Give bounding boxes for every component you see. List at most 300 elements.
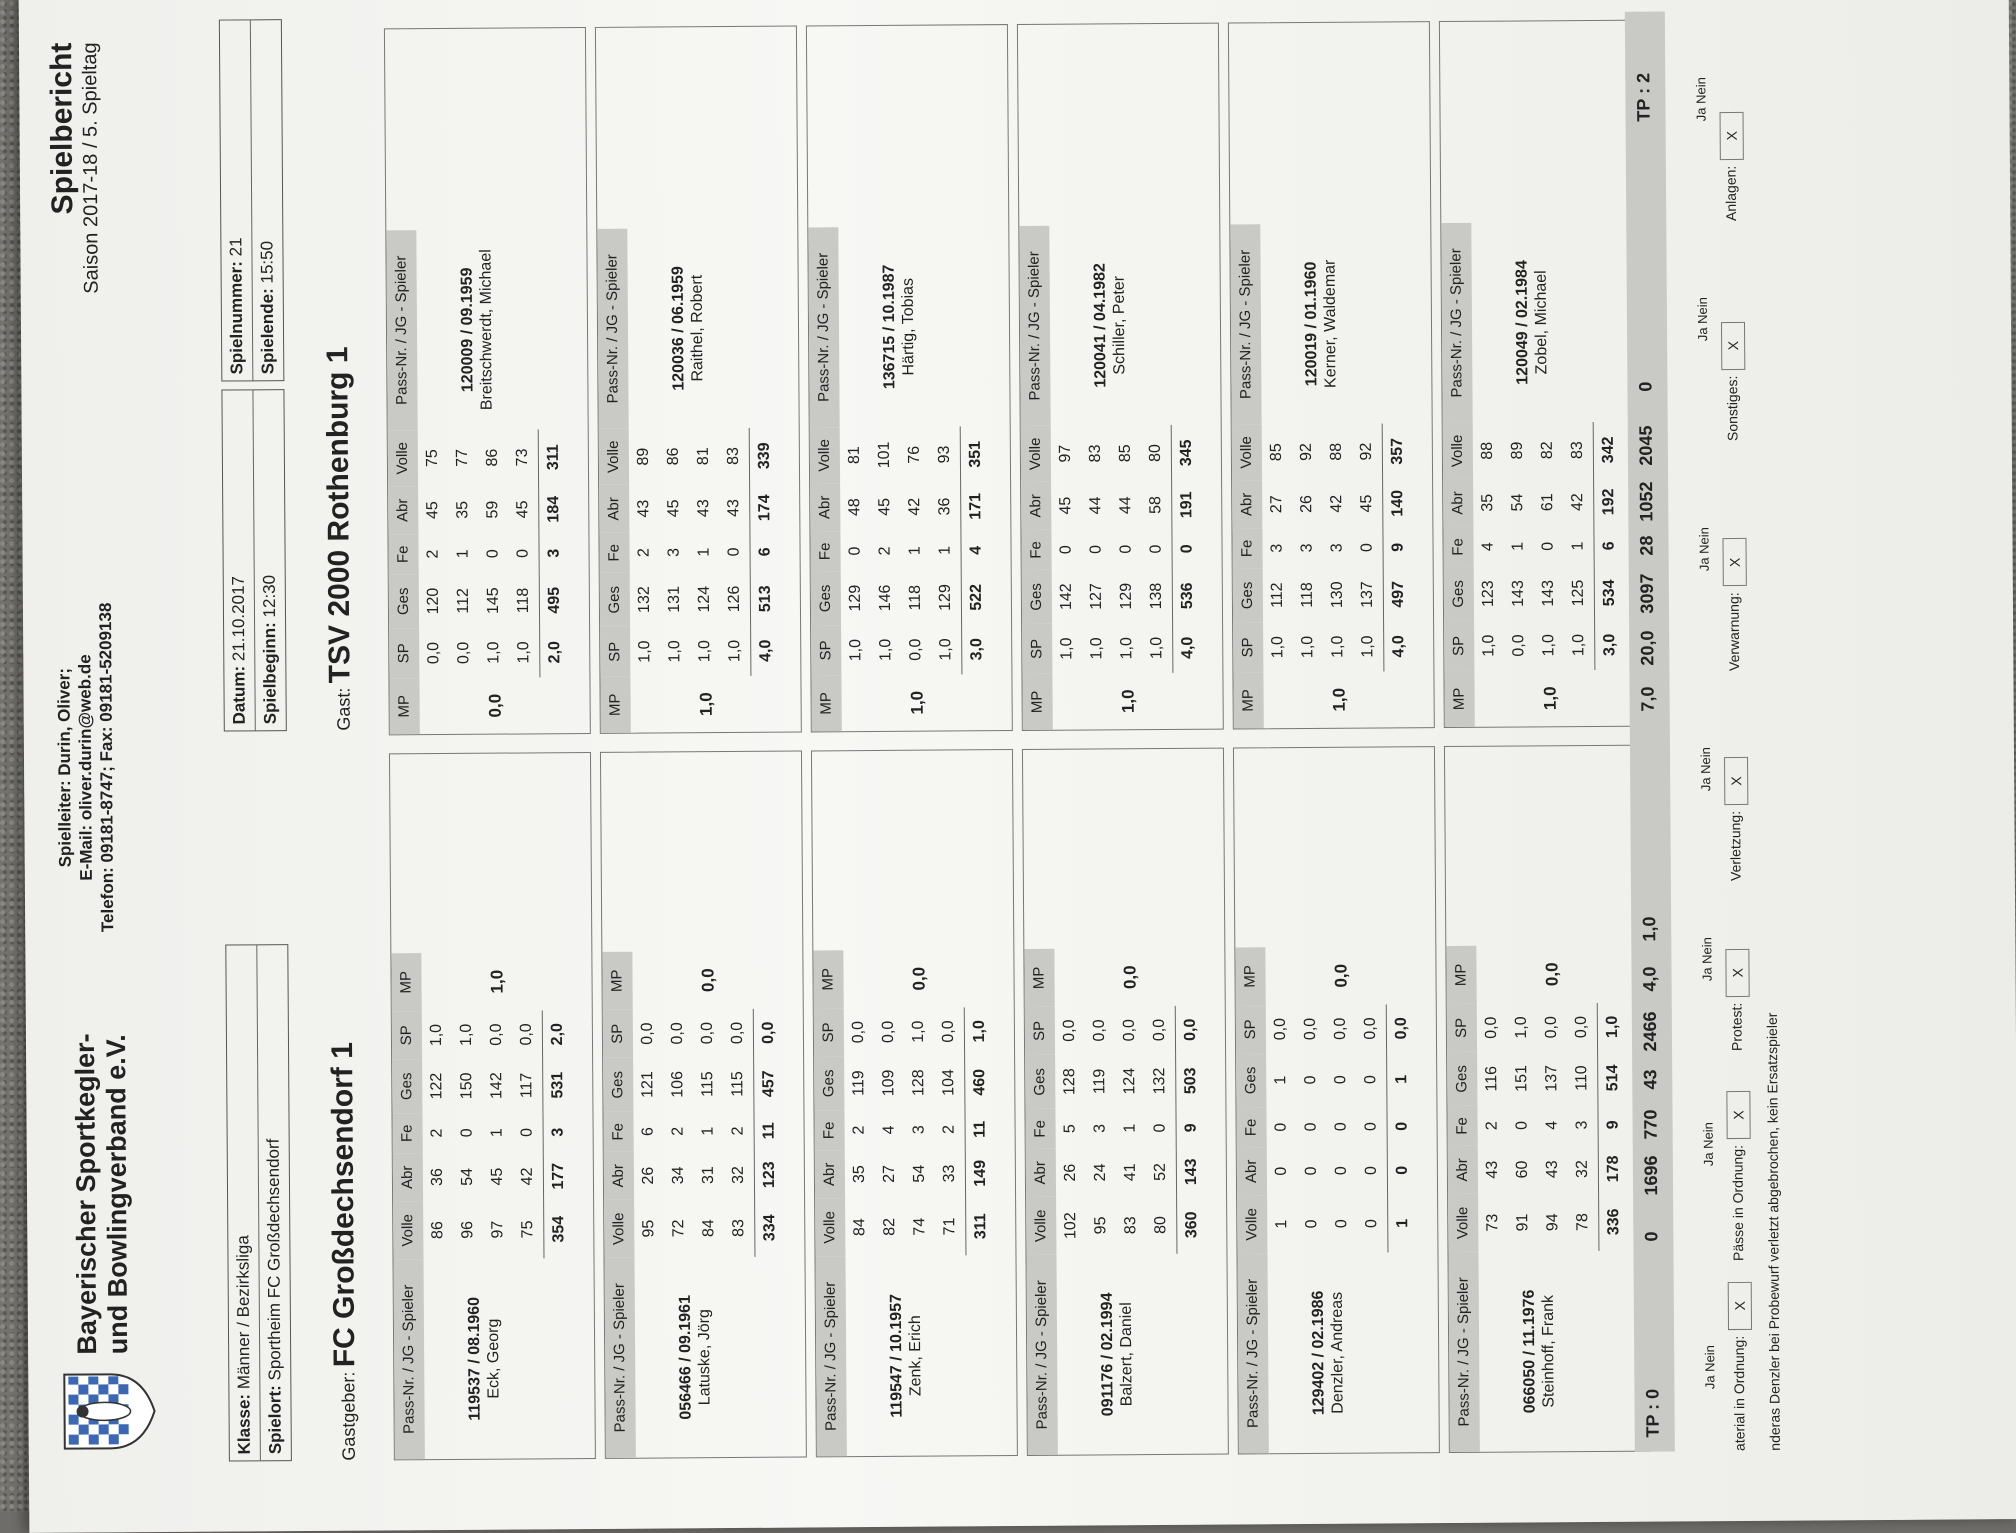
table-cell: 26 <box>1298 495 1316 513</box>
table-cell: 0,0 <box>1060 1019 1078 1042</box>
sum-cell: 514 <box>1597 1051 1628 1105</box>
home-total-ges: 2466 <box>1639 1011 1661 1052</box>
verletzung-checkbox[interactable]: X <box>1724 757 1748 805</box>
guest-total-zero: 0 <box>1635 381 1656 392</box>
table-cell: 127 <box>1087 583 1105 610</box>
table-cell: 1,0 <box>726 639 744 663</box>
duel-block <box>806 16 1021 1457</box>
column-header-abr: Abr <box>1232 480 1262 528</box>
guest-total-sp: 20,0 <box>1637 630 1658 666</box>
pass-number: 119547 / 10.1957 <box>887 1293 906 1418</box>
column-header-player: Pass-Nr. / JG - Spieler <box>1237 1253 1268 1453</box>
match-report-page <box>19 0 2016 1493</box>
table-cell: 0,0 <box>1301 1017 1319 1041</box>
leiter-line: Spielleiter: Durin, Oliver; <box>54 667 75 868</box>
guest-total-abr: 1052 <box>1636 481 1657 522</box>
empty-cell <box>1598 1251 1629 1451</box>
table-cell: 106 <box>669 1070 687 1098</box>
sum-cell: 531 <box>542 1058 573 1112</box>
column-header-abr: Abr <box>599 485 629 533</box>
empty-cell <box>1176 1254 1207 1454</box>
table-cell: 0 <box>1302 1166 1320 1176</box>
guest-tp: TP : 2 <box>1633 72 1654 122</box>
sum-cell: 2,0 <box>539 627 570 677</box>
table-cell: 0,0 <box>879 1020 898 1044</box>
duel-block <box>384 19 599 1460</box>
sum-cell: 457 <box>753 1057 784 1111</box>
player-name: Latuske, Jörg <box>695 1309 714 1406</box>
table-cell: 0,0 <box>1120 1019 1138 1042</box>
table-cell: 61 <box>1539 493 1557 512</box>
table-cell: 146 <box>876 584 894 612</box>
column-header-player: Pass-Nr. / JG - Spieler <box>597 229 628 429</box>
table-cell: 0 <box>484 549 502 559</box>
pass-number: 120019 / 01.1960 <box>1302 261 1321 387</box>
table-cell: 1,0 <box>1480 634 1498 657</box>
sum-cell: 0 <box>1387 1146 1418 1194</box>
protest-checkbox[interactable]: X <box>1725 949 1749 997</box>
table-cell: 0 <box>1057 545 1075 555</box>
phone-line: Telefon: 09181-8747; Fax: 09181-5209138 <box>95 602 118 933</box>
player-name: Steinhoff, Frank <box>1539 1294 1558 1408</box>
sum-cell: 149 <box>965 1149 996 1197</box>
table-cell: 3 <box>1268 543 1286 553</box>
klasse-value: Männer / Bezirksliga <box>233 1235 254 1390</box>
remark-note: nderas Denzler bei Probewurf verletzt abgebrochen, kein Ersatzspieler <box>1763 1012 1783 1451</box>
table-cell: 4 <box>1543 1120 1561 1130</box>
table-cell: 93 <box>935 445 953 464</box>
column-header-abr: Abr <box>1448 1146 1478 1194</box>
column-header-player: Pass-Nr. / JG - Spieler <box>604 1258 635 1458</box>
table-cell: 6 <box>639 1127 657 1137</box>
table-cell: 0 <box>1302 1075 1320 1085</box>
match-point-value: 1,0 <box>1118 689 1138 714</box>
season-line: Saison 2017-18 / 5. Spieltag <box>78 42 103 294</box>
home-player-table <box>1022 748 1229 1456</box>
sum-cell: 171 <box>960 482 991 530</box>
player-name: Härtig, Tobias <box>899 277 918 376</box>
sum-cell: 1,0 <box>1597 1003 1628 1051</box>
match-point-value: 1,0 <box>486 969 507 994</box>
table-cell: 137 <box>1543 1064 1561 1092</box>
table-cell: 0 <box>1332 1075 1350 1085</box>
table-cell: 32 <box>1573 1160 1591 1179</box>
date-box: Datum: 21.10.2017 Spielbeginn: 12:30 <box>221 389 286 731</box>
column-header-abr: Abr <box>810 483 840 531</box>
column-header-fe: Fe <box>599 533 629 573</box>
table-cell: 0 <box>725 547 743 557</box>
table-cell: 0 <box>1087 544 1105 554</box>
match-point-value: 1,0 <box>696 692 716 717</box>
match-point-value: 0,0 <box>1119 965 1140 990</box>
sum-cell: 6 <box>749 532 780 572</box>
match-info <box>219 21 309 1462</box>
table-cell: 1,0 <box>457 1023 476 1047</box>
table-cell: 0,0 <box>425 641 443 665</box>
column-header-sp: SP <box>811 625 841 675</box>
table-cell: 0 <box>1147 544 1165 554</box>
match-point-value: 0,0 <box>908 966 929 991</box>
column-header-player: Pass-Nr. / JG - Spieler <box>1230 224 1261 424</box>
table-cell: 95 <box>1092 1216 1110 1235</box>
table-cell: 1,0 <box>696 640 714 663</box>
anlagen-checkbox[interactable]: X <box>1720 112 1744 160</box>
table-cell: 45 <box>876 497 894 516</box>
sum-cell: 191 <box>1171 481 1202 529</box>
sum-cell: 184 <box>538 485 569 533</box>
table-cell: 2 <box>876 546 894 556</box>
protest-check: Protest:X <box>1725 949 1750 1051</box>
column-header-mp: MP <box>1022 674 1052 730</box>
home-total-abr: 770 <box>1640 1109 1661 1140</box>
guest-total-fe: 28 <box>1636 535 1657 556</box>
player-name: Kerner, Waldemar <box>1321 259 1340 389</box>
player-name: Schiller, Peter <box>1110 275 1129 375</box>
column-header-player: Pass-Nr. / JG - Spieler <box>815 1256 846 1456</box>
table-cell: 0,0 <box>1572 1015 1590 1039</box>
table-cell: 44 <box>1117 496 1135 515</box>
table-cell: 132 <box>1151 1067 1169 1095</box>
sum-cell: 11 <box>753 1111 784 1151</box>
player-name: Eck, Georg <box>484 1318 503 1399</box>
footer: Ja Nein aterial in Ordnung:X Ja Nein Pässe in Ordnung:X Ja Nein Protest:X Ja Nein Verletzung:X Ja Nein Verwarnung:X Ja Nein Sonstiges:X Ja Nein Anlagen:X nderas Denzler bei Probewurf verletzt abgebrochen, kein Ersatzspieler <box>1693 77 1783 1452</box>
table-cell: 130 <box>1328 581 1346 609</box>
table-cell: 0 <box>1272 1122 1290 1132</box>
table-cell: 85 <box>1116 444 1134 463</box>
sum-cell: 334 <box>754 1199 785 1257</box>
table-cell: 97 <box>1056 444 1074 463</box>
table-cell: 1 <box>1121 1123 1139 1133</box>
table-cell: 0,0 <box>728 1021 747 1045</box>
table-cell: 102 <box>1062 1212 1080 1240</box>
table-cell: 95 <box>640 1219 658 1238</box>
verwarnung-check: Verwarnung:X <box>1722 538 1747 671</box>
anlagen-check: Anlagen:X <box>1720 112 1745 221</box>
empty-cell <box>754 1257 785 1457</box>
column-header-abr: Abr <box>1026 1149 1056 1197</box>
column-header-volle: Volle <box>810 427 840 483</box>
table-cell: 0 <box>1303 1219 1321 1229</box>
table-cell: 0 <box>1362 1075 1380 1085</box>
table-cell: 75 <box>423 449 441 468</box>
table-cell: 115 <box>729 1071 747 1097</box>
table-cell: 73 <box>1484 1213 1502 1232</box>
table-cell: 2 <box>940 1124 958 1135</box>
column-header-sp: SP <box>1447 1004 1477 1052</box>
column-header-ges: Ges <box>1447 1052 1477 1106</box>
table-cell: 1 <box>699 1126 717 1136</box>
column-header-abr: Abr <box>1237 1147 1267 1195</box>
column-header-fe: Fe <box>603 1112 633 1152</box>
table-cell: 77 <box>453 448 471 467</box>
guest-total-ges: 3097 <box>1636 573 1658 614</box>
table-cell: 1,0 <box>1088 637 1106 660</box>
guest-player-table <box>806 24 1013 732</box>
table-cell: 36 <box>428 1168 446 1187</box>
material-check: aterial in Ordnung:X <box>1728 1282 1753 1451</box>
table-cell: 124 <box>695 585 713 613</box>
sum-cell: 536 <box>1172 569 1203 623</box>
table-cell: 81 <box>845 446 863 465</box>
table-cell: 1,0 <box>1329 635 1347 658</box>
table-cell: 32 <box>729 1166 747 1184</box>
table-cell: 1,0 <box>909 1020 927 1043</box>
sum-cell: 522 <box>961 570 992 624</box>
column-header-sp: SP <box>600 627 630 677</box>
column-header-fe: Fe <box>1447 1106 1477 1146</box>
column-header-ges: Ges <box>811 571 841 625</box>
table-cell: 1,0 <box>1269 636 1287 659</box>
sum-cell: 3 <box>542 1112 573 1152</box>
column-header-mp: MP <box>811 675 841 731</box>
table-cell: 1,0 <box>1540 634 1558 657</box>
table-cell: 0,0 <box>907 638 925 661</box>
table-cell: 1,0 <box>847 638 865 662</box>
home-total-volle: 1696 <box>1640 1155 1662 1196</box>
table-cell: 71 <box>941 1217 959 1236</box>
sum-cell: 9 <box>1382 527 1413 567</box>
home-player-table <box>600 751 807 1459</box>
email-line: E-Mail: oliver.durin@web.de <box>75 654 96 881</box>
match-point-value: 0,0 <box>1330 963 1351 988</box>
table-cell: 112 <box>1268 582 1286 609</box>
column-header-volle: Volle <box>1443 423 1473 479</box>
pass-number: 136715 / 10.1987 <box>880 264 899 390</box>
sonstiges-check: Sonstiges:X <box>1721 322 1746 442</box>
sonstiges-checkbox[interactable]: X <box>1721 322 1745 370</box>
table-cell: 0 <box>1302 1122 1320 1132</box>
column-header-sp: SP <box>603 1010 633 1058</box>
table-cell: 110 <box>1573 1065 1591 1091</box>
table-cell: 129 <box>1117 582 1135 610</box>
sum-cell: 311 <box>965 1197 996 1255</box>
table-cell: 42 <box>906 497 924 516</box>
material-checkbox[interactable]: X <box>1728 1282 1752 1330</box>
paesse-checkbox[interactable]: X <box>1726 1091 1750 1139</box>
sum-cell: 342 <box>1593 422 1624 478</box>
duel-block <box>1228 13 1443 1454</box>
table-cell: 0 <box>1539 541 1557 551</box>
column-header-abr: Abr <box>604 1152 634 1200</box>
pass-number: 066050 / 11.1976 <box>1520 1289 1539 1414</box>
player-info <box>1049 225 1170 426</box>
table-cell: 0 <box>1358 543 1376 553</box>
table-cell: 58 <box>1147 496 1165 515</box>
sum-cell: 495 <box>539 573 570 627</box>
empty-cell <box>543 1258 574 1458</box>
pass-number: 120009 / 09.1959 <box>458 267 477 393</box>
table-cell: 31 <box>699 1166 717 1185</box>
column-header-sp: SP <box>1444 621 1474 671</box>
sum-cell: 3 <box>538 533 569 573</box>
sum-cell: 503 <box>1175 1054 1206 1108</box>
sum-cell: 6 <box>1593 526 1624 566</box>
sum-cell: 1 <box>1386 1052 1417 1106</box>
table-cell: 128 <box>1061 1068 1079 1096</box>
column-header-abr: Abr <box>1443 479 1473 527</box>
table-cell: 1,0 <box>1359 635 1377 658</box>
table-cell: 83 <box>724 447 742 465</box>
sum-cell: 497 <box>1383 567 1414 621</box>
column-header-ges: Ges <box>814 1056 844 1110</box>
column-header-fe: Fe <box>1443 527 1473 567</box>
match-point-value: 0,0 <box>697 968 718 993</box>
table-cell: 86 <box>429 1221 447 1240</box>
table-cell: 118 <box>1298 582 1316 608</box>
table-cell: 89 <box>1508 441 1526 460</box>
association-name: Bayerischer Sportkegler- und Bowlingverband e.V. <box>69 1033 134 1355</box>
home-player-table <box>389 752 596 1460</box>
table-cell: 45 <box>424 501 442 520</box>
sum-cell: 4,0 <box>750 626 781 676</box>
contact-block <box>53 567 119 967</box>
column-header-abr: Abr <box>815 1150 845 1198</box>
table-cell: 143 <box>1539 579 1557 607</box>
sum-cell: 143 <box>1176 1148 1207 1196</box>
sum-cell: 1 <box>1387 1194 1418 1252</box>
table-cell: 43 <box>725 499 743 517</box>
column-header-sp: SP <box>389 628 419 678</box>
column-header-ges: Ges <box>392 1059 422 1113</box>
table-cell: 3 <box>1573 1120 1591 1130</box>
sum-cell: 2,0 <box>542 1010 573 1058</box>
pass-number: 091176 / 02.1994 <box>1098 1292 1117 1417</box>
verwarnung-checkbox[interactable]: X <box>1722 538 1746 586</box>
column-header-sp: SP <box>1025 1007 1055 1055</box>
table-cell: 80 <box>1146 444 1164 463</box>
table-cell: 43 <box>635 499 653 518</box>
table-cell: 151 <box>1513 1065 1531 1092</box>
table-cell: 35 <box>1479 493 1497 512</box>
player-info <box>1260 223 1381 424</box>
table-cell: 54 <box>458 1167 476 1186</box>
table-cell: 43 <box>1543 1160 1561 1179</box>
sum-cell: 0 <box>1386 1106 1417 1146</box>
column-header-ges: Ges <box>389 574 419 628</box>
guest-player-table <box>595 26 802 734</box>
table-cell: 0,0 <box>1090 1019 1108 1042</box>
table-cell: 45 <box>488 1167 506 1186</box>
table-cell: 101 <box>875 441 893 469</box>
table-cell: 0 <box>1362 1166 1380 1176</box>
table-cell: 45 <box>1057 496 1075 515</box>
sum-cell: 1,0 <box>964 1007 995 1055</box>
column-header-volle: Volle <box>599 429 629 485</box>
home-team: Gastgeber: FC Großdechsendorf 1 <box>325 1042 362 1461</box>
table-cell: 0 <box>1151 1123 1169 1133</box>
column-header-abr: Abr <box>388 486 418 534</box>
table-cell: 1,0 <box>636 640 654 663</box>
table-cell: 0 <box>514 548 532 558</box>
table-cell: 1 <box>906 546 924 556</box>
table-cell: 129 <box>846 584 864 612</box>
table-cell: 81 <box>694 447 712 466</box>
player-info <box>1471 222 1592 423</box>
table-cell: 42 <box>1328 494 1346 513</box>
table-cell: 1 <box>1569 541 1587 551</box>
table-cell: 24 <box>1091 1163 1109 1182</box>
table-cell: 42 <box>1569 493 1587 512</box>
column-header-volle: Volle <box>1021 426 1051 482</box>
table-cell: 52 <box>1151 1163 1169 1181</box>
table-cell: 84 <box>700 1219 718 1238</box>
table-cell: 1,0 <box>666 640 684 663</box>
report-header <box>39 21 249 1462</box>
table-cell: 83 <box>1086 444 1104 463</box>
table-cell: 142 <box>488 1072 506 1100</box>
sum-cell: 9 <box>1597 1105 1628 1145</box>
pass-number: 120041 / 04.1982 <box>1091 263 1110 388</box>
sum-cell: 178 <box>1598 1145 1629 1193</box>
guest-player-table <box>1439 20 1646 728</box>
sum-cell: 0,0 <box>1386 1004 1417 1052</box>
table-cell: 119 <box>1091 1068 1109 1095</box>
beginn-value: 12:30 <box>259 574 280 618</box>
table-cell: 1,0 <box>515 641 533 664</box>
table-cell: 43 <box>695 499 713 518</box>
column-header-ges: Ges <box>1233 568 1263 622</box>
match-point-value: 1,0 <box>1329 687 1349 712</box>
table-cell: 0 <box>1332 1122 1350 1132</box>
table-cell: 0,0 <box>1150 1018 1168 1042</box>
table-cell: 54 <box>910 1164 928 1183</box>
home-player-table <box>1233 746 1440 1454</box>
table-cell: 0 <box>1117 544 1135 554</box>
player-info <box>627 228 748 429</box>
column-header-ges: Ges <box>1236 1053 1266 1107</box>
sum-cell: 336 <box>1598 1193 1629 1251</box>
table-cell: 0,0 <box>638 1022 657 1045</box>
sum-cell: 339 <box>749 428 780 484</box>
table-cell: 5 <box>1061 1124 1079 1134</box>
table-cell: 85 <box>1267 443 1285 462</box>
table-cell: 3 <box>910 1125 928 1135</box>
table-cell: 0,0 <box>668 1022 687 1045</box>
sum-cell: 4,0 <box>1383 621 1414 671</box>
empty-cell <box>536 229 567 429</box>
nummer-value: 21 <box>226 237 246 257</box>
table-cell: 36 <box>936 497 954 516</box>
table-cell: 0 <box>518 1127 536 1137</box>
home-team-name: FC Großdechsendorf 1 <box>325 1042 362 1368</box>
verletzung-check: Verletzung:X <box>1724 757 1749 881</box>
column-header-player: Pass-Nr. / JG - Spieler <box>393 1259 424 1459</box>
empty-cell <box>1380 223 1411 423</box>
paper-sheet <box>19 0 2016 1533</box>
home-total-zero: 0 <box>1641 1231 1662 1242</box>
table-cell: 0,0 <box>517 1023 536 1046</box>
table-cell: 1,0 <box>485 641 503 664</box>
table-cell: 121 <box>639 1071 657 1099</box>
table-cell: 73 <box>513 448 531 467</box>
table-cell: 137 <box>1358 581 1376 608</box>
column-header-volle: Volle <box>1026 1197 1056 1255</box>
table-cell: 26 <box>639 1166 657 1185</box>
sum-cell: 311 <box>538 429 569 485</box>
player-info <box>845 1255 966 1456</box>
table-cell: 83 <box>1122 1216 1140 1235</box>
match-point-value: 1,0 <box>907 690 927 715</box>
table-cell: 78 <box>1574 1213 1592 1232</box>
duel-block <box>1017 15 1232 1456</box>
table-cell: 92 <box>1357 442 1375 461</box>
column-header-fe: Fe <box>1021 530 1051 570</box>
table-cell: 91 <box>1514 1213 1532 1232</box>
table-cell: 0,0 <box>487 1023 506 1046</box>
sum-cell: 192 <box>1593 478 1624 526</box>
table-cell: 0,0 <box>1482 1016 1500 1039</box>
duel-block <box>1439 12 1654 1453</box>
